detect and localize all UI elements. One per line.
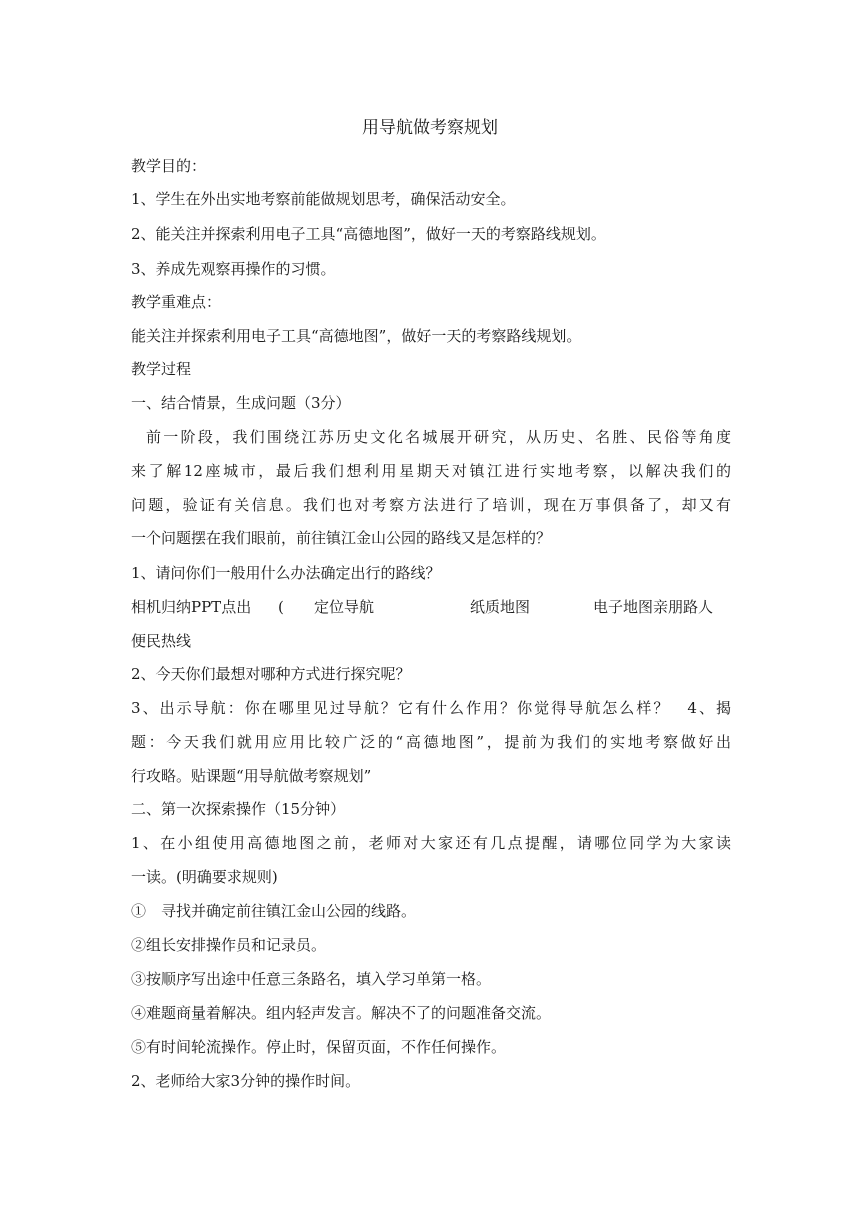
question-3-line-1: 3、出示导航：你在哪里见过导航？它有什么作用？你觉得导航怎么样？ 4、揭 bbox=[131, 699, 731, 717]
question-1: 1、请问你们一般用什么办法确定出行的路线？ bbox=[131, 564, 441, 582]
step-2: 2、老师给大家3分钟的操作时间。 bbox=[131, 1072, 361, 1090]
question-3-line-2: 题：今天我们就用应用比较广泛的“高德地图”，提前为我们的实地考察做好出 bbox=[131, 733, 731, 751]
section-1-heading: 一、结合情景，生成问题（3分） bbox=[131, 394, 351, 412]
method-item-1: 定位导航 bbox=[314, 598, 375, 616]
methods-row bbox=[131, 596, 731, 618]
methods-wrap: 便民热线 bbox=[131, 632, 192, 650]
heading-teaching-goals: 教学目的： bbox=[131, 157, 207, 175]
methods-paren: ( bbox=[278, 598, 284, 616]
goal-2: 2、能关注并探索利用电子工具“高德地图”，做好一天的考察路线规划。 bbox=[131, 225, 606, 243]
paragraph-line-1: 前一阶段，我们围绕江苏历史文化名城展开研究，从历史、名胜、民俗等角度 bbox=[146, 428, 731, 446]
rule-2: ②组长安排操作员和记录员。 bbox=[131, 936, 327, 954]
paragraph-line-4: 一个问题摆在我们眼前，前往镇江金山公园的路线又是怎样的？ bbox=[131, 529, 552, 547]
goal-3: 3、养成先观察再操作的习惯。 bbox=[131, 260, 336, 278]
key-point-text: 能关注并探索利用电子工具“高德地图”，做好一天的考察路线规划。 bbox=[131, 327, 582, 345]
step-1-line-1: 1、在小组使用高德地图之前，老师对大家还有几点提醒，请哪位同学为大家读 bbox=[131, 834, 731, 852]
heading-teaching-process: 教学过程 bbox=[131, 360, 192, 378]
method-item-2: 纸质地图 bbox=[470, 598, 531, 616]
question-3-line-3: 行攻略。贴课题“用导航做考察规划” bbox=[131, 767, 372, 785]
rule-5: ⑤有时间轮流操作。停止时，保留页面，不作任何操作。 bbox=[131, 1038, 507, 1056]
rule-3: ③按顺序写出途中任意三条路名，填入学习单第一格。 bbox=[131, 970, 492, 988]
section-2-heading: 二、第一次探索操作（15分钟） bbox=[131, 800, 346, 818]
heading-key-points: 教学重难点： bbox=[131, 293, 222, 311]
question-2: 2、今天你们最想对哪种方式进行探究呢？ bbox=[131, 665, 411, 683]
document-title: 用导航做考察规划 bbox=[362, 118, 498, 138]
paragraph-line-2: 来了解12座城市，最后我们想利用星期天对镇江进行实地考察，以解决我们的 bbox=[131, 462, 731, 480]
methods-lead: 相机归纳PPT点出 bbox=[131, 598, 252, 616]
method-item-3: 电子地图亲朋路人 bbox=[593, 598, 714, 616]
goal-1: 1、学生在外出实地考察前能做规划思考，确保活动安全。 bbox=[131, 190, 516, 208]
step-1-line-2: 一读。(明确要求规则) bbox=[131, 868, 278, 886]
rule-4: ④难题商量着解决。组内轻声发言。解决不了的问题准备交流。 bbox=[131, 1004, 552, 1022]
rule-1: ① 寻找并确定前往镇江金山公园的线路。 bbox=[131, 902, 417, 920]
paragraph-line-3: 问题，验证有关信息。我们也对考察方法进行了培训，现在万事俱备了，却又有 bbox=[131, 496, 731, 514]
